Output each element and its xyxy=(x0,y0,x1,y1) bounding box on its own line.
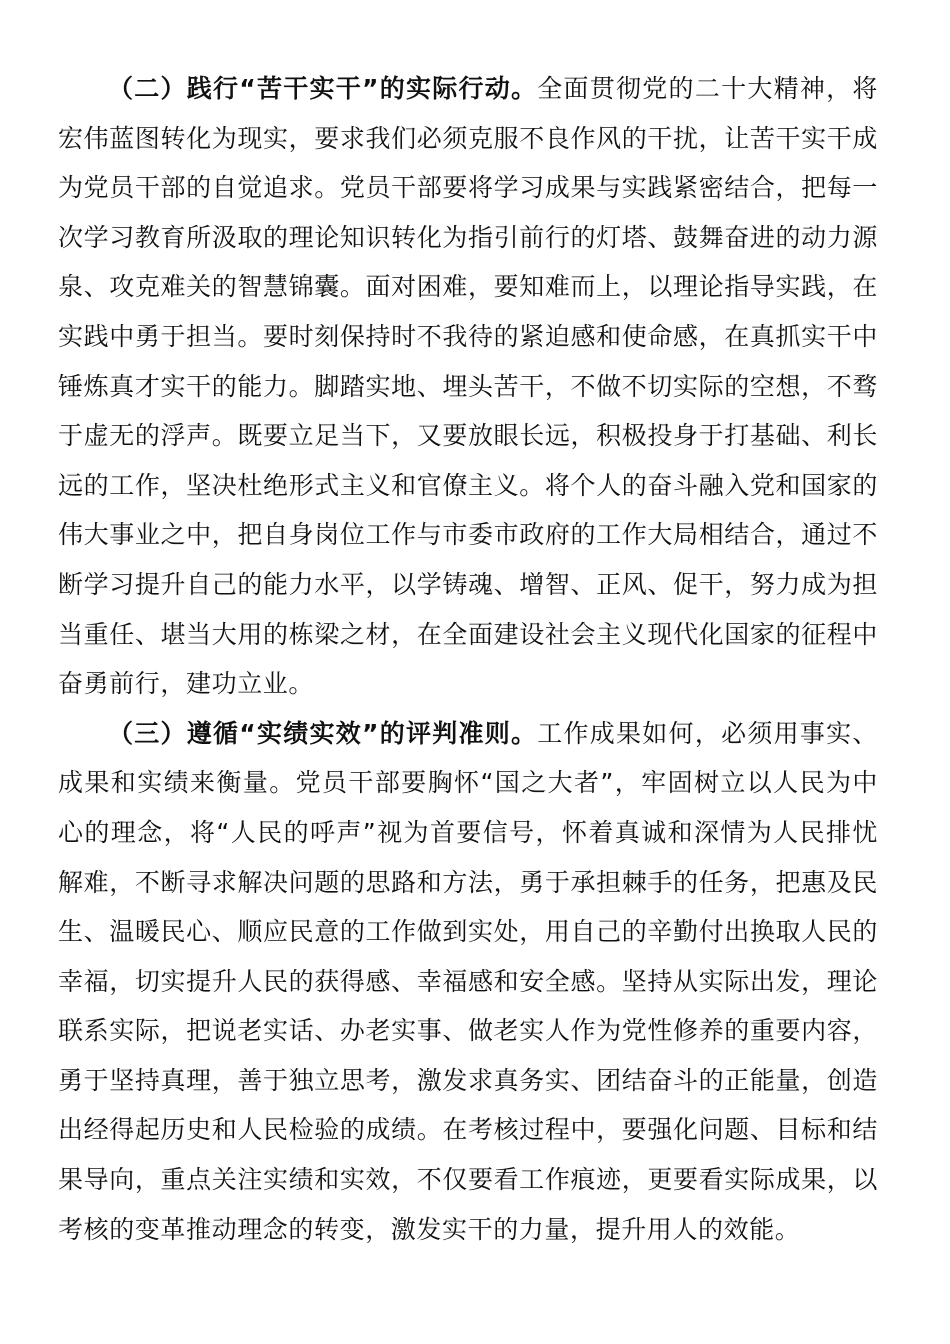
paragraph-body: 全面贯彻党的二十大精神，将宏伟蓝图转化为现实，要求我们必须克服不良作风的干扰，让苦干实干成为党员干部的自觉追求。党员干部要将学习成果与实践紧密结合，把每一次学习教育所汲取的理论知识转化为指引前行的灯塔、鼓舞奋进的动力源泉、攻克难关的智慧锦囊。面对困难，要知难而上，以理论指导实践，在实践中勇于担当。要时刻保持时不我待的紧迫感和使命感，在真抓实干中锤炼真才实干的能力。脚踏实地、埋头苦干，不做不切实际的空想，不骛于虚无的浮声。既要立足当下，又要放眼长远，积极投身于打基础、利长远的工作，坚决杜绝形式主义和官僚主义。将个人的奋斗融入党和国家的伟大事业之中，把自身岗位工作与市委市政府的工作大局相结合，通过不断学习提升自己的能力水平，以学铸魂、增智、正风、促干，努力成为担当重任、堪当大用的栋梁之材，在全面建设社会主义现代化国家的征程中奋勇前行，建功立业。 xyxy=(58,74,878,699)
paragraph-body: 工作成果如何，必须用事实、成果和实绩来衡量。党员干部要胸怀“国之大者”，牢固树立以人民为中心的理念，将“人民的呼声”视为首要信号，怀着真诚和深情为人民排忧解难，不断寻求解决问题的思路和方法，勇于承担棘手的任务，把惠及民生、温暖民心、顺应民意的工作做到实处，用自己的辛勤付出换取人民的幸福，切实提升人民的获得感、幸福感和安全感。坚持从实际出发，理论联系实际，把说老实话、办老实事、做老实人作为党性修养的重要内容，勇于坚持真理，善于独立思考，激发求真务实、团结奋斗的正能量，创造出经得起历史和人民检验的成绩。在考核过程中，要强化问题、目标和结果导向，重点关注实绩和实效，不仅要看工作痕迹，更要看实际成果，以考核的变革推动理念的转变，激发实干的力量，提升用人的效能。 xyxy=(58,718,878,1244)
paragraph-heading: （三）遵循“实绩实效”的评判准则。 xyxy=(108,718,538,748)
paragraph-practice xyxy=(58,64,878,709)
document-page xyxy=(58,64,878,1254)
paragraph-evaluation xyxy=(58,709,878,1255)
paragraph-heading: （二）践行“苦干实干”的实际行动。 xyxy=(108,74,538,103)
